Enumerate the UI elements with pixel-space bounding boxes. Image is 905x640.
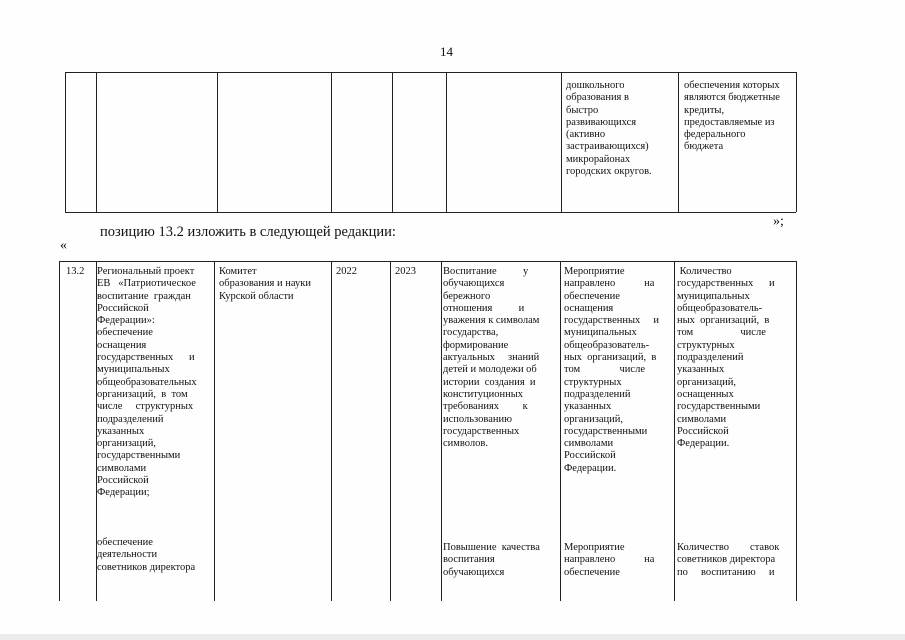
scan-edge [0, 634, 905, 640]
project-cell-2: обеспечение деятельности советников директора [97, 537, 196, 573]
top-content-cell: дошкольного образования в быстро развивающихся (активно застраивающихся) микрорайонах городских округов. [566, 80, 652, 178]
page-number: 14 [440, 44, 453, 59]
content-cell-2: Мероприятие направлено на обеспечение [564, 542, 655, 578]
project-cell: Региональный проект ЕВ «Патриотическое воспитание граждан Российской Федерации»: обеспечение оснащения государственных и муниципальных общеобразовательных организаций, в том числе структурных подразделений указанных организаций, государственными символами Российской Федерации; [97, 266, 197, 499]
end-year: 2023 [395, 266, 416, 277]
responsible-cell: Комитет образования и науки Курской области [219, 266, 311, 302]
quote-open: « [60, 238, 67, 253]
indicator-cell-2: Количество ставок советников директора по воспитанию и [677, 542, 780, 578]
start-year: 2022 [336, 266, 357, 277]
quote-close: »; [773, 214, 784, 229]
result-cell-2: Повышение качества воспитания обучающихся [443, 542, 540, 578]
top-indicator-cell: обеспечения которых являются бюджетные кредиты, предоставляемые из федерального бюджета [684, 80, 780, 153]
instruction-text: позицию 13.2 изложить в следующей редакции: [100, 224, 396, 240]
position-number: 13.2 [66, 266, 85, 277]
content-cell: Мероприятие направлено на обеспечение оснащения государственных и муниципальных общеобразователь- ных организаций, в том числе структурных подразделений указанных организаций, государственными символами Российской Федерации. [564, 266, 660, 474]
result-cell: Воспитание у обучающихся бережного отношения и уважения к символам государства, формирование актуальных знаний детей и молодежи об истории создания и конституционных требованиях к использованию государственных символов. [443, 266, 540, 450]
indicator-cell: Количество государственных и муниципальных общеобразователь- ных организаций, в том числе структурных подразделений указанных организаций, оснащенных государственными символами Российской Федерации. [677, 266, 775, 450]
